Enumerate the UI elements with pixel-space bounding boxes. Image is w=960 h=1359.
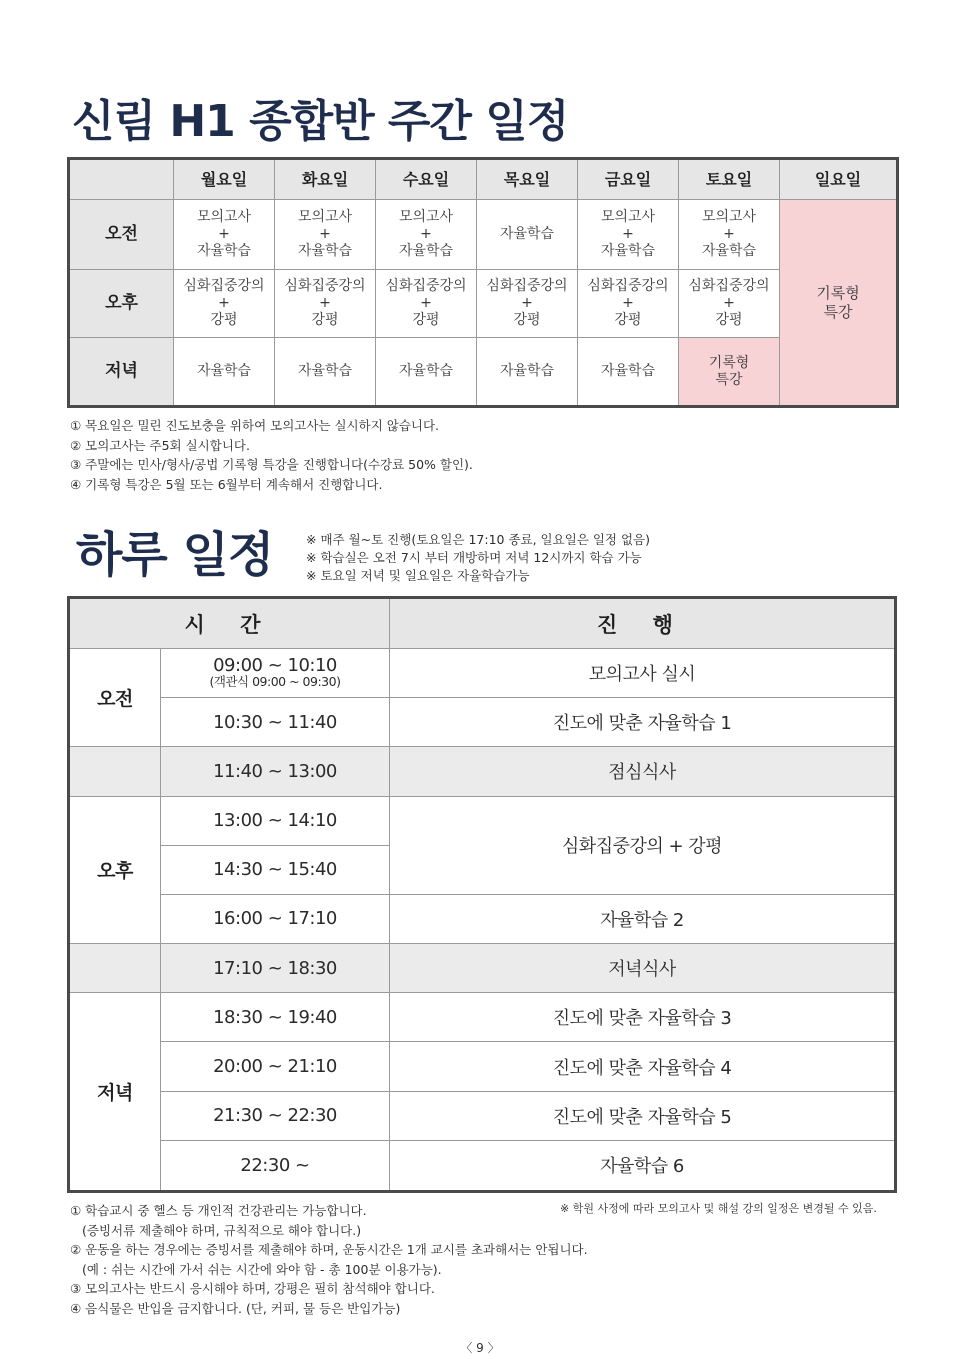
evening-cell: 자율학습 — [376, 338, 477, 405]
activity-cell: 진도에 맞춘 자율학습 4 — [390, 1042, 894, 1091]
activity-cell: 저녁식사 — [390, 944, 894, 993]
daily-note: ③ 모의고사는 반드시 응시해야 하며, 강평은 필히 참석해야 합니다. — [70, 1281, 435, 1296]
daily-note: (예 : 쉬는 시간에 가서 쉬는 시간에 와야 함 - 총 100분 이용가능). — [82, 1261, 442, 1277]
period-evening: 저녁 — [70, 338, 174, 405]
time-slot: 22:30 ~ — [161, 1141, 390, 1190]
daily-note: ② 운동을 하는 경우에는 증빙서를 제출해야 하며, 운동시간은 1개 교시를 초과해서는 안됩니다. — [70, 1242, 588, 1257]
weekly-schedule-title: 신림 H1 종합반 주간 일정 — [72, 96, 569, 147]
weekly-note: ④ 기록형 특강은 5월 또는 6월부터 계속해서 진행합니다. — [70, 476, 383, 492]
evening-cell: 자율학습 — [174, 338, 275, 405]
time-slot: 14:30 ~ 15:40 — [161, 846, 390, 895]
time-slot: 09:00 ~ 10:10 (객관식 09:00 ~ 09:30) — [161, 649, 390, 698]
time-slot: 13:00 ~ 14:10 — [161, 797, 390, 846]
daily-note: ① 학습교시 중 헬스 등 개인적 건강관리는 가능합니다. — [70, 1203, 367, 1218]
period-afternoon: 오후 — [70, 270, 174, 338]
schedule-change-disclaimer: ※ 학원 사정에 따라 모의고사 및 해설 강의 일정은 변경될 수 있음. — [560, 1202, 877, 1215]
daily-subnote: ※ 토요일 저녁 및 일요일은 자율학습가능 — [306, 568, 530, 583]
morning-cell: 자율학습 — [477, 200, 578, 270]
morning-cell: 모의고사 + 자율학습 — [376, 200, 477, 270]
afternoon-cell: 심화집중강의 + 강평 — [174, 270, 275, 338]
corner-cell — [70, 160, 174, 200]
activity-cell: 점심식사 — [390, 747, 894, 796]
time-slot: 11:40 ~ 13:00 — [161, 747, 390, 796]
day-header-tue: 화요일 — [275, 160, 376, 200]
time-slot: 21:30 ~ 22:30 — [161, 1092, 390, 1141]
afternoon-cell: 심화집중강의 + 강평 — [578, 270, 679, 338]
activity-cell: 진도에 맞춘 자율학습 5 — [390, 1092, 894, 1141]
morning-cell: 모의고사 + 자율학습 — [578, 200, 679, 270]
day-header-sun: 일요일 — [780, 160, 896, 200]
daily-note: (증빙서류 제출해야 하며, 규칙적으로 해야 합니다.) — [82, 1222, 362, 1238]
period-blank — [70, 944, 161, 993]
day-header-mon: 월요일 — [174, 160, 275, 200]
activity-cell: 모의고사 실시 — [390, 649, 894, 698]
daily-notes — [70, 1201, 588, 1318]
morning-cell: 모의고사 + 자율학습 — [275, 200, 376, 270]
evening-cell: 자율학습 — [578, 338, 679, 405]
time-slot: 16:00 ~ 17:10 — [161, 895, 390, 944]
afternoon-cell: 심화집중강의 + 강평 — [376, 270, 477, 338]
afternoon-cell: 심화집중강의 + 강평 — [679, 270, 780, 338]
weekly-schedule-table — [67, 157, 899, 408]
evening-cell: 자율학습 — [275, 338, 376, 405]
weekly-note: ② 모의고사는 주5회 실시합니다. — [70, 437, 250, 453]
activity-cell: 심화집중강의 + 강평 — [390, 797, 894, 895]
day-header-sat: 토요일 — [679, 160, 780, 200]
day-header-fri: 금요일 — [578, 160, 679, 200]
daily-subnotes — [306, 531, 650, 585]
period-afternoon: 오후 — [70, 797, 161, 945]
day-header-wed: 수요일 — [376, 160, 477, 200]
daily-schedule-table — [67, 596, 897, 1193]
period-morning: 오전 — [70, 200, 174, 270]
header-time: 시 간 — [70, 599, 390, 649]
saturday-special-cell: 기록형 특강 — [679, 338, 780, 405]
activity-cell: 진도에 맞춘 자율학습 3 — [390, 993, 894, 1042]
period-blank — [70, 747, 161, 796]
header-activity: 진 행 — [390, 599, 894, 649]
sunday-special-cell: 기록형 특강 — [780, 200, 896, 405]
weekly-notes — [70, 416, 473, 494]
afternoon-cell: 심화집중강의 + 강평 — [275, 270, 376, 338]
morning-cell: 모의고사 + 자율학습 — [679, 200, 780, 270]
activity-cell: 자율학습 6 — [600, 1156, 684, 1178]
morning-cell: 모의고사 + 자율학습 — [174, 200, 275, 270]
time-slot: 17:10 ~ 18:30 — [161, 944, 390, 993]
period-morning: 오전 — [70, 649, 161, 747]
day-header-thu: 목요일 — [477, 160, 578, 200]
daily-subnote: ※ 학습실은 오전 7시 부터 개방하며 저녁 12시까지 학습 가능 — [306, 550, 642, 565]
time-slot: 20:00 ~ 21:10 — [161, 1042, 390, 1091]
activity-cell: 자율학습 2 — [390, 895, 894, 944]
time-slot: 18:30 ~ 19:40 — [161, 993, 390, 1042]
weekly-note: ③ 주말에는 민사/형사/공법 기록형 특강을 진행합니다(수강료 50% 할인). — [70, 457, 473, 472]
daily-schedule-title: 하루 일정 — [76, 527, 274, 583]
weekly-note: ① 목요일은 밀린 진도보충을 위하여 모의고사는 실시하지 않습니다. — [70, 418, 440, 433]
activity-cell: 진도에 맞춘 자율학습 1 — [390, 698, 894, 747]
daily-note: ④ 음식물은 반입을 금지합니다. (단, 커피, 물 등은 반입가능) — [70, 1300, 401, 1316]
page-number: 〈 9 〉 — [460, 1341, 500, 1355]
period-evening: 저녁 — [70, 993, 161, 1190]
daily-subnote: ※ 매주 월~토 진행(토요일은 17:10 종료, 일요일은 일정 없음) — [306, 532, 650, 547]
time-slot: 10:30 ~ 11:40 — [161, 698, 390, 747]
afternoon-cell: 심화집중강의 + 강평 — [477, 270, 578, 338]
evening-cell: 자율학습 — [477, 338, 578, 405]
